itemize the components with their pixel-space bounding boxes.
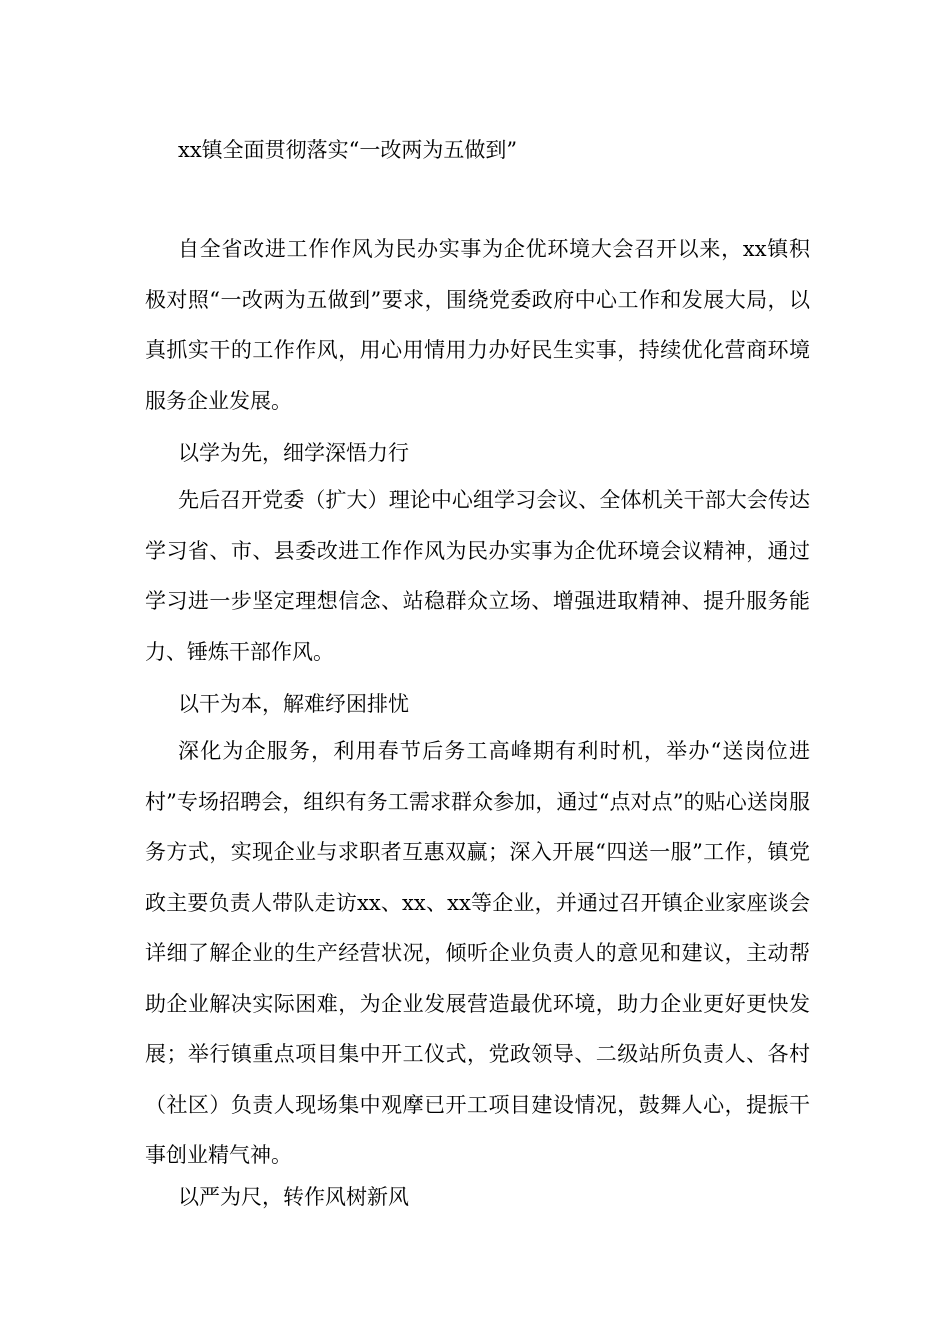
section-body-study: 先后召开党委（扩大）理论中心组学习会议、全体机关干部大会传达学习省、市、县委改进工作作风为民办实事为企优环境会议精神，通过学习进一步坚定理想信念、站稳群众立场、增强进取精神、提升服务能力、锤炼干部作风。: [145, 488, 810, 664]
document-title: xx镇全面贯彻落实“一改两为五做到”: [178, 138, 518, 162]
section-body-work: 深化为企服务，利用春节后务工高峰期有利时机，举办“送岗位进村”专场招聘会，组织有务工需求群众参加，通过“点对点”的贴心送岗服务方式，实现企业与求职者互惠双赢；深入开展“四送一服”工作，镇党政主要负责人带队走访xx、xx、xx等企业，并通过召开镇企业家座谈会详细了解企业的生产经营状况，倾听企业负责人的意见和建议，主动帮助企业解决实际困难，为企业发展营造最优环境，助力企业更好更快发展；举行镇重点项目集中开工仪式，党政领导、二级站所负责人、各村（社区）负责人现场集中观摩已开工项目建设情况，鼓舞人心，提振干事创业精气神。: [145, 739, 810, 1167]
intro-paragraph: 自全省改进工作作风为民办实事为企优环境大会召开以来，xx镇积极对照“一改两为五做到”要求，围绕党委政府中心工作和发展大局，以真抓实干的工作作风，用心用情用力办好民生实事，持续优化营商环境服务企业发展。: [145, 237, 810, 413]
section-heading-discipline: 以严为尺，转作风树新风: [178, 1185, 409, 1209]
section-heading-study: 以学为先，细学深悟力行: [178, 441, 409, 465]
section-heading-work: 以干为本，解难纾困排忧: [178, 692, 409, 716]
